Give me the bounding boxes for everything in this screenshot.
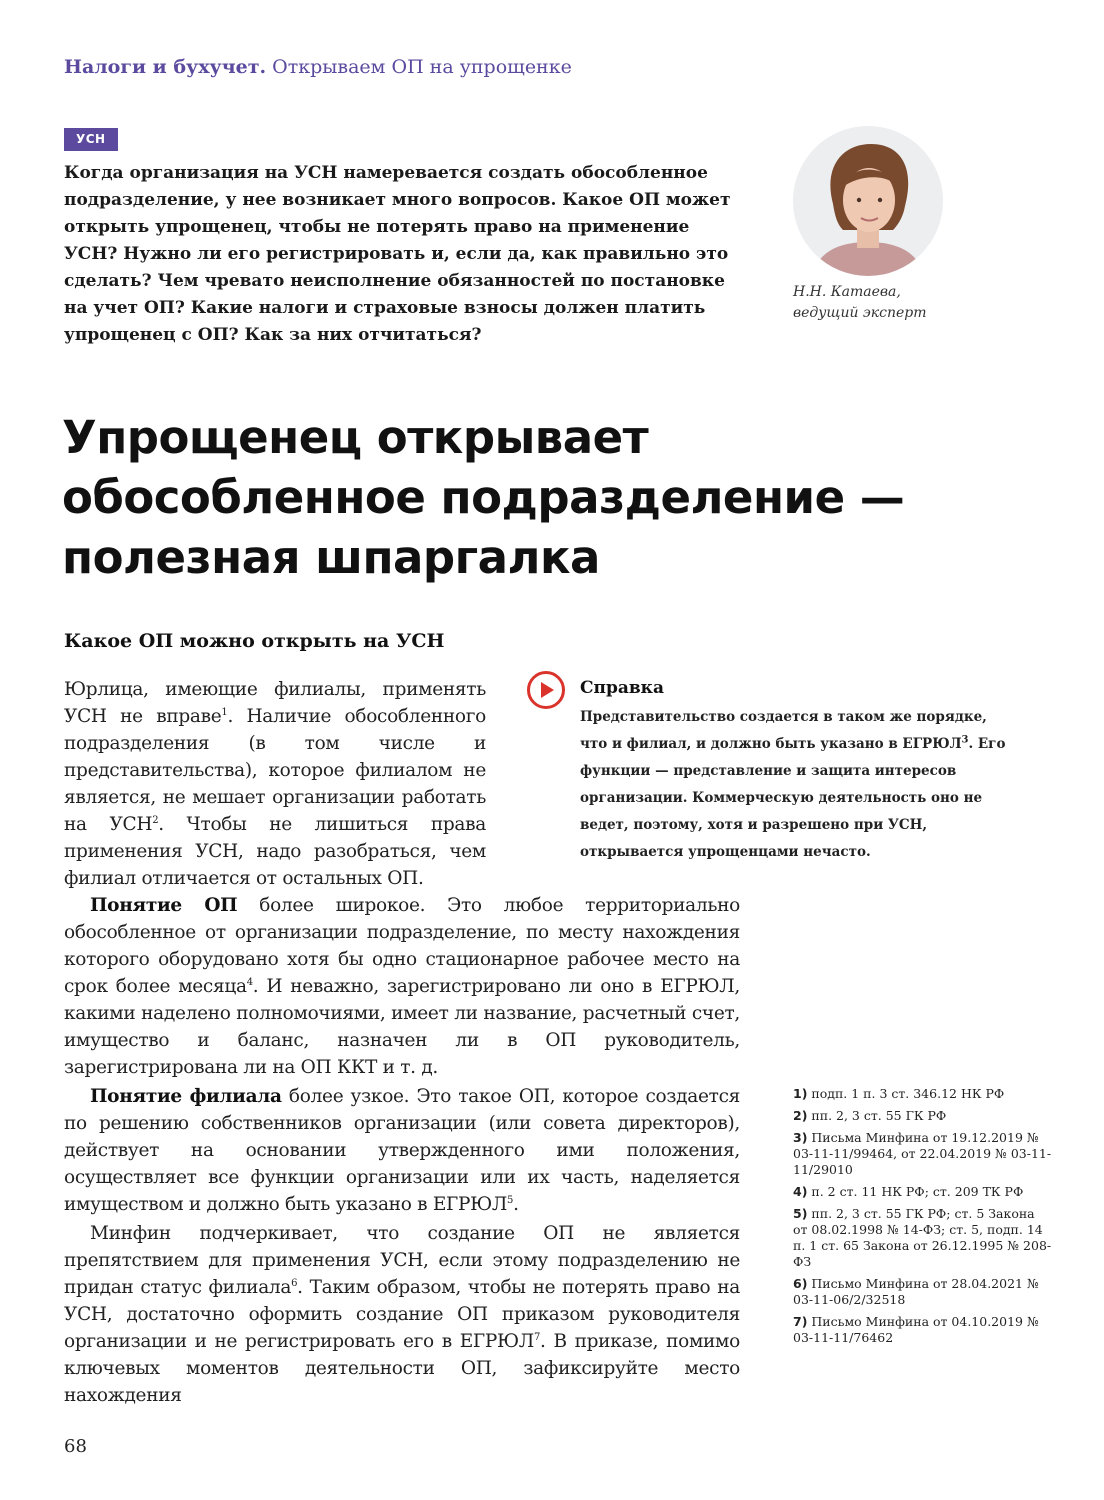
body-paragraph-2 [64,892,740,1081]
lead-paragraph: Когда организация на УСН намеревается создать обособленное подразделение, у нее возникает много вопросов. Какое ОП может открыть упрощенец, чтобы не потерять право на применение УСН? Нужно ли его регистрировать и, если да, как правильно это сделать? Чем чревато неисполнение обязанностей по постановке на учет ОП? Какие налоги и страховые взносы должен платить упрощенец с ОП? Как за них отчитаться? [64,163,731,345]
running-head [64,56,572,78]
footnote-text: Письмо Минфина от 28.04.2021 № 03-11-06/2/32518 [793,1276,1039,1307]
note-text-a: Представительство создается в таком же порядке, что и филиал, и должно быть указано в ЕГРЮЛ [580,709,987,752]
footnote-number: 3) [793,1130,808,1145]
footnote-ref-3: 3 [961,734,969,746]
footnote [793,1206,1053,1270]
p1-text-b: . Наличие обособленного подразделения (в том числе и представительства), которое филиалом не является, не мешает организации работать на УСН [64,706,486,835]
article-title [62,408,1042,588]
footnote [793,1108,1053,1124]
footnote-number: 2) [793,1108,808,1123]
footnote-number: 5) [793,1206,808,1221]
p3-term: Понятие филиала [90,1086,282,1107]
p4-text-c: . В приказе, помимо ключевых моментов деятельности ОП, зафиксируйте место нахождения [64,1331,740,1406]
category-tag: УСН [64,128,118,151]
footnote-text: подп. 1 п. 3 ст. 346.12 НК РФ [811,1086,1005,1101]
note-body [580,704,1010,866]
footnote-ref-7: 7 [533,1331,540,1343]
body-paragraph-4 [64,1220,740,1409]
footnotes [793,1086,1053,1352]
p2-text-b: . И неважно, зарегистрировано ли оно в ЕГРЮЛ, какими наделено полномочиями, имеет ли название, расчетный счет, имущество и баланс, назначен ли в ОП руководитель, зарегистрирована ли на ОП ККТ и т. д. [64,976,740,1078]
title-line-1: Упрощенец открывает [62,411,649,464]
footnote-text: п. 2 ст. 11 НК РФ; ст. 209 ТК РФ [811,1184,1024,1199]
title-line-2: обособленное подразделение — [62,471,905,524]
author-photo-icon [793,126,943,276]
play-icon [526,670,566,714]
p3-text-a: более узкое. Это такое ОП, которое создается по решению собственников организации (или совета директоров), действует на основании утвержденного ими положения, осуществляет все функции организации или их часть, наделяется имуществом и должно быть указано в ЕГРЮЛ [64,1086,740,1215]
footnote-number: 1) [793,1086,808,1101]
body-paragraph-1 [64,676,486,892]
body-paragraph-3 [64,1083,740,1218]
footnote-number: 6) [793,1276,808,1291]
footnote-ref-6: 6 [291,1277,298,1289]
p2-text-a: более широкое. Это любое территориально обособленное от организации подразделение, по месту нахождения которого оборудовано хотя бы одно стационарное рабочее место на срок более месяца [64,895,740,997]
footnote [793,1184,1053,1200]
author-caption [793,282,927,324]
footnote-text: Письма Минфина от 19.12.2019 № 03-11-11/99464, от 22.04.2019 № 03-11-11/29010 [793,1130,1052,1177]
author-name: Н.Н. Катаева, [793,284,901,300]
footnote-ref-5: 5 [507,1194,514,1206]
p4-text-b: . Таким образом, чтобы не потерять право на УСН, достаточно оформить создание ОП приказом руководителя организации и не регистрировать его в ЕГРЮЛ [64,1277,740,1352]
p3-text-b: . [513,1194,519,1215]
page-number: 68 [64,1436,87,1457]
footnote-text: пп. 2, 3 ст. 55 ГК РФ [811,1108,947,1123]
p2-term: Понятие ОП [90,895,238,916]
footnote-ref-4: 4 [246,976,253,988]
footnote-number: 7) [793,1314,808,1329]
footnote-text: Письмо Минфина от 04.10.2019 № 03-11-11/76462 [793,1314,1039,1345]
author-role: ведущий эксперт [793,305,927,321]
p1-text-c: . Чтобы не лишиться права применения УСН, надо разобраться, чем филиал отличается от остальных ОП. [64,814,486,889]
running-head-article: Открываем ОП на упрощенке [272,56,572,78]
p1-text-a: Юрлица, имеющие филиалы, применять УСН не вправе [64,679,486,727]
note-text-b: . Его функции — представление и защита интересов организации. Коммерческую деятельность оно не ведет, поэтому, хотя и разрешено при УСН, открывается упрощенцами нечасто. [580,736,1006,860]
footnote [793,1314,1053,1346]
section-title: Какое ОП можно открыть на УСН [64,630,445,652]
footnote-text: пп. 2, 3 ст. 55 ГК РФ; ст. 5 Закона от 08.02.1998 № 14-ФЗ; ст. 5, подп. 14 п. 1 ст. 65 Закона от 26.12.1995 № 208-ФЗ [793,1206,1052,1269]
footnote [793,1130,1053,1178]
footnote-ref-1: 1 [221,706,228,718]
author-portrait [793,126,943,276]
footnote [793,1086,1053,1102]
title-line-3: полезная шпаргалка [62,531,600,584]
note-title: Справка [580,678,664,698]
running-head-section: Налоги и бухучет. [64,56,267,78]
footnote-ref-2: 2 [152,814,159,826]
p4-text-a: Минфин подчеркивает, что создание ОП не является препятствием для применения УСН, если этому подразделению не придан статус филиала [64,1223,740,1298]
body-main-column [64,892,740,1409]
footnote-number: 4) [793,1184,808,1199]
footnote [793,1276,1053,1308]
